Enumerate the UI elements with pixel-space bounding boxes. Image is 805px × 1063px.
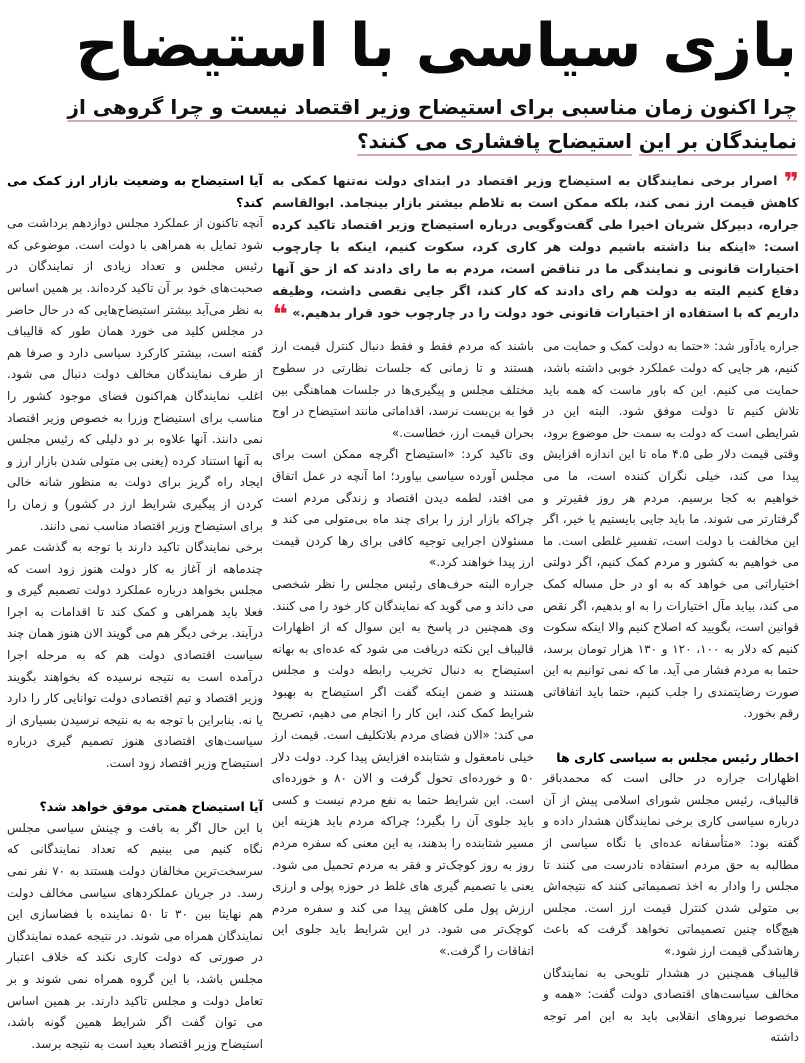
body-paragraph: جراره البته حرف‌های رئیس مجلس را نظر شخصی می داند و می گوید که نمایندگان کار خود را می کنند. وی همچنین در پاسخ به این سوال که از اظهارات قالیباف این نکته دریافت می شود که عده‌ای به بهانه استیضاح به دنبال تخریب رابطه دولت و مجلس هستند و ضمن اینکه گفت اگر استیضاح به بهبود شرایط کمک کند، این کار را انجام می دهیم، تصریح می کند: «الان فضای مردم بلاتکلیف است. قیمت ارز خیلی نامعقول و شتابنده افزایش پیدا کرد. دولت دلار ۵۰ و خورده‌ای تحول گرفت و الان ۸۰ و خورده‌ای است. این شرایط حتما به نفع مردم نیست و کسی باید جلوی آن را بگیرد؛ چراکه مردم باید هزینه این مسیر شتابنده را بدهند، به این معنی که سفره مردم روز به روز کوچک‌تر و فقر به مردم تحمیل می شود. یعنی با تصمیم گیری های غلط در حوزه پولی و ارزی ارزش پول ملی کاهش پیدا می کند و سفره مردم کوچک‌تر می شود. در این شرایط باید جلوی این اتفاقات را گرفت.»	[272, 576, 534, 958]
body-paragraph: برخی نمایندگان تاکید دارند با توجه به گذشت عمر چندماهه از آغاز به کار دولت هنوز زود است که مجلس بخواهد درباره عملکرد دولت تصمیم گیری و فعلا باید همراهی و کمک کند تا اقدامات به اجرا درآیند. برخی دیگر هم می گویند الان هنوز همان چند سیاست اقتصادی دولت هم که به مرحله اجرا درآمده است به نتیجه نرسیده که بخواهند بگویند وزیر اقتصاد و تیم اقتصادی دولت توانایی کار را دارد یا نه. بنابراین با توجه به به نتیجه نرسیدن بسیاری از سیاست‌های اقتصادی هنوز تصمیم گیری درباره استیضاح وزیر اقتصاد زود است.	[7, 540, 263, 771]
section-heading: آیا استیضاح همتی موفق خواهد شد؟	[39, 799, 263, 815]
article-header	[0, 0, 805, 158]
right-column	[543, 336, 799, 1055]
quote-close-icon: ❝	[272, 300, 288, 330]
section-heading: آیا استیضاح به وضعیت بازار ارز کمک می کند؟	[7, 173, 263, 210]
article-body	[0, 158, 805, 1063]
headline: بازی سیاسی با استیضاح	[75, 11, 797, 81]
body-paragraph: باشند که مردم فقط و فقط دنبال کنترل قیمت ارز هستند و تا زمانی که جلسات نظارتی در سطوح مختلف مجلس و پیگیری‌ها در جلسات هماهنگی بین قوا به بن‌بست نرسد، اقداماتی مانند استیضاح در اوج بحران قیمت ارز، خطاست.»	[272, 339, 534, 440]
body-paragraph: آنچه تاکنون از عملکرد مجلس دوازدهم برداشت می شود تمایل به همراهی با دولت است. موضوعی که رئیس مجلس و تعداد زیادی از نمایندگان در صحبت‌های خود بر آن تاکید کرده‌اند. بر همین اساس به نظر می‌آید بیشتر استیضاح‌هایی که در حال حاضر در مجلس کلید می خورد همان طور که قالیباف گفته است، بیشتر کارکرد سیاسی دارد و صرفا هم از طرف نمایندگان مخالف دولت دنبال می شود. اغلب نمایندگان هم‌اکنون فضای موجود کشور را مناسب برای استیضاح وزرا به خصوص وزیر اقتصاد نمی دانند. آنها علاوه بر دو دلیلی که رئیس مجلس به آنها استناد کرده (یعنی بی متولی شدن بازار ارز و ایجاد راه گریز برای دولت به منظور شانه خالی کردن از پیگیری شرایط ارز در کشور) و زمان را برای استیضاح وزیر اقتصاد مناسب نمی دانند.	[7, 216, 263, 533]
left-column	[7, 170, 263, 1055]
body-paragraph: قالیباف همچنین در هشدار تلویحی به نمایندگان مخالف سیاست‌های اقتصادی دولت گفت: «همه و مخصوصا نیروهای انقلابی باید به این امر توجه داشته	[543, 965, 799, 1045]
section-heading: اخطار رئیس مجلس به سیاسی کاری ها	[556, 749, 799, 765]
body-paragraph: اظهارات جراره در حالی است که محمدباقر قالیباف، رئیس مجلس شورای اسلامی پیش از آن درباره سیاسی کاری برخی نمایندگان هشدار داده و گفته بود: «متأسفانه عده‌ای با نگاه سیاسی از مطالبه به حق مردم استفاده نادرست می کنند تا مجلس را وادار به اخذ تصمیماتی کنند که نتیجه‌اش بی متولی شدن کنترل قیمت ارز است. مجلس هیچ‌گاه چنین تصمیماتی نخواهد گرفت که باعث رهاشدگی قیمت ارز شود.»	[543, 771, 799, 958]
lead-paragraph	[272, 170, 799, 330]
subtitle-line-1: چرا اکنون زمان مناسبی برای استیضاح وزیر اقتصاد نیست و چرا گروهی از نمایندگان بر این	[67, 95, 797, 153]
middle-column	[272, 336, 534, 1055]
body-paragraph: وی تاکید کرد: «استیضاح اگرچه ممکن است برای مجلس آورده سیاسی بیاورد؛ اما آنچه در عمل اتفاق می افتد، لطمه دیدن اقتصاد و زندگی مردم است چراکه بازار ارز را برای چند ماه بی‌متولی می کند و مسئولان اجرایی توجیه کافی برای رها کردن قیمت ارز پیدا خواهند کرد.»	[272, 447, 534, 570]
lead-text: اصرار برخی نمایندگان به استیضاح وزیر اقتصاد در ابتدای دولت نه‌تنها کمکی به کاهش قیمت ارز نمی کند، بلکه ممکن است به تلاطم بیشتر بازار بینجامد. ابوالقاسم جراره، دبیرکل شریان اخیرا طی گفت‌وگویی درباره استیضاح وزیر اقتصاد تاکید کرده است: «اینکه بنا داشته باشیم دولت هر کاری کرد، سکوت کنیم، اینکه با چارچوب اختیارات قانونی و نمایندگی ما در تناقض است، مردم به ما رای دادند که از حق آنها دفاع کنیم البته به دولت هم رای دادند که کار کند، اگر جایی نقصی داشت، وظیفه داریم که با استفاده از اختیارات قانونی خود دولت را در چارچوب خود قرار بدهیم.»	[272, 173, 799, 320]
subtitle	[8, 90, 797, 158]
body-paragraph: با این حال اگر به بافت و چینش سیاسی مجلس نگاه کنیم می بینیم که تعداد نمایندگانی که سرسخت‌ترین مخالفان دولت هستند به ۷۰ نفر نمی رسد. در جریان عملکردهای سیاسی مخالف دولت هم نهایتا بین ۳۰ تا ۵۰ نماینده با فضاسازی این نمایندگان همراه می شوند. در نتیجه عمده نمایندگان در صورتی که دولت کاری نکند که خلاف اعتبار مجلس باشد، با این گروه همراه نمی شوند و بر تعامل دولت و مجلس تاکید دارند. بر همین اساس می توان گفت اگر شرایط همین گونه باشد، استیضاح وزیر اقتصاد بعید است به نتیجه برسد.	[7, 820, 264, 1051]
subtitle-line-2: استیضاح پافشاری می کنند؟	[357, 129, 632, 153]
body-paragraph: جراره یادآور شد: «حتما به دولت کمک و حمایت می کنیم، هر جایی که دولت عملکرد خوبی داشته باشد، حمایت می کنیم. این که باور ماست که همه باید تلاش کنیم تا دولت موفق شود. البته این در شرایطی است که دولت به سمت حل موضوع برود، وقتی قیمت دلار طی ۴.۵ ماه تا این اندازه افزایش پیدا می کند، خیلی نگران کننده است، ما می خواهیم به کجا برسیم. مردم هر روز فقیرتر و گرفتارتر می شوند. ما باید جایی بایستیم یا خیر، اگر این مخالفت با دولت است، تفسیر غلطی است. ما می خواهیم به کشور و مردم کمک کنیم، اگر دولتی اختیاراتی می خواهد که به او در حل مساله کمک می کند، بیاید مآل اختیارات را به او بدهیم، اگر نقص قوانین است، بگویید که اصلاح کنیم والا اینکه سکوت کنیم که دلار به ۱۰۰، ۱۲۰ و ۱۳۰ هزار تومان برسد، حتما به مردم فشار می آید. ما که نمی توانیم به این صورت رضایتمندی را جلب کنیم، حتما باید اتفاقاتی رقم بخورد.	[543, 339, 799, 721]
quote-open-icon: ❞	[783, 168, 799, 198]
